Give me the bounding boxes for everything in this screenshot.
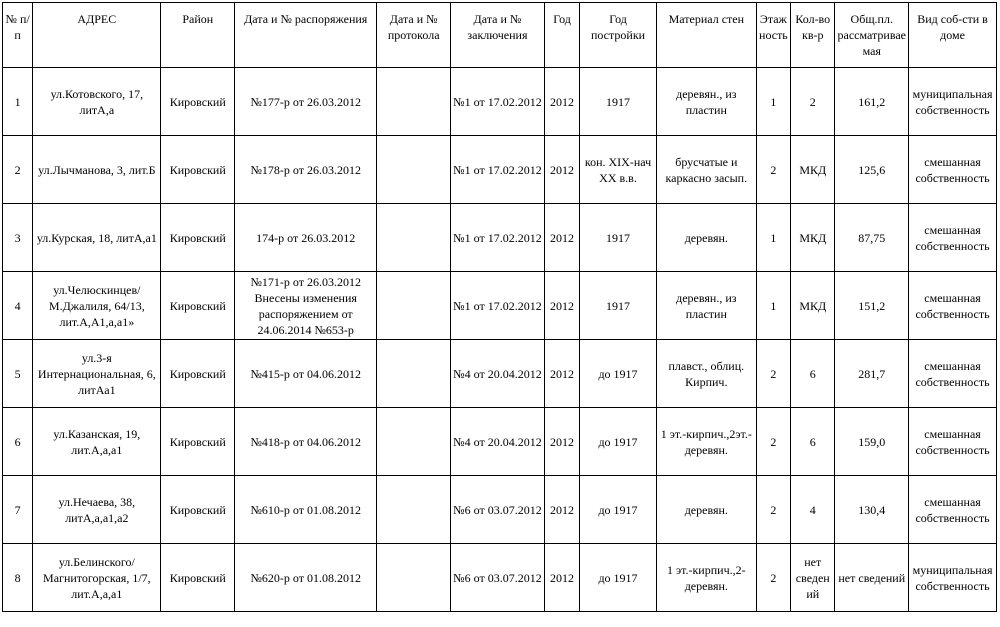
cell-built: до 1917 [580,340,657,408]
cell-district: Кировский [161,68,235,136]
cell-num: 1 [3,68,33,136]
cell-district: Кировский [161,340,235,408]
table-row [3,544,997,612]
cell-flats: 6 [791,408,835,476]
header-built: Год постройки [580,3,657,68]
cell-built: 1917 [580,204,657,272]
cell-address: ул.Курская, 18, литА,а1 [33,204,161,272]
cell-order: 174-р от 26.03.2012 [235,204,377,272]
cell-ownership: смешанная собственность [909,476,997,544]
cell-num: 4 [3,272,33,340]
cell-floors: 2 [756,340,790,408]
cell-protocol [377,204,451,272]
cell-address: ул.Челюскинцев/М.Джалиля, 64/13, лит.А,А1,а,а1» [33,272,161,340]
cell-num: 6 [3,408,33,476]
cell-walls: деревян. [656,204,756,272]
header-num: № п/п [3,3,33,68]
cell-walls: 1 эт.-кирпич.,2эт.-деревян. [656,408,756,476]
cell-district: Кировский [161,136,235,204]
cell-built: 1917 [580,68,657,136]
cell-floors: 2 [756,408,790,476]
cell-area: 159,0 [835,408,909,476]
table-row [3,204,997,272]
cell-year: 2012 [544,272,579,340]
cell-num: 3 [3,204,33,272]
cell-floors: 1 [756,272,790,340]
cell-flats: 6 [791,340,835,408]
header-ownership: Вид соб-сти в доме [909,3,997,68]
cell-area: 87,75 [835,204,909,272]
cell-order: №415-р от 04.06.2012 [235,340,377,408]
header-walls: Материал стен [656,3,756,68]
cell-walls: 1 эт.-кирпич.,2-деревян. [656,544,756,612]
cell-walls: плавст., облиц. Кирпич. [656,340,756,408]
cell-built: до 1917 [580,544,657,612]
cell-floors: 2 [756,544,790,612]
cell-district: Кировский [161,204,235,272]
cell-address: ул.Нечаева, 38, литА,а,а1,а2 [33,476,161,544]
cell-num: 2 [3,136,33,204]
cell-protocol [377,272,451,340]
cell-area: 125,6 [835,136,909,204]
cell-year: 2012 [544,544,579,612]
cell-conclusion: №6 от 03.07.2012 [451,544,545,612]
cell-area: 130,4 [835,476,909,544]
cell-order: №171-р от 26.03.2012 Внесены изменения распоряжением от 24.06.2014 №653-р [235,272,377,340]
cell-address: ул.Лычманова, 3, лит.Б [33,136,161,204]
header-address: АДРЕС [33,3,161,68]
cell-flats: нет сведений [791,544,835,612]
cell-built: до 1917 [580,408,657,476]
cell-year: 2012 [544,136,579,204]
cell-walls: брусчатые и каркасно засып. [656,136,756,204]
header-area: Общ.пл. рассматриваемая [835,3,909,68]
table-row [3,408,997,476]
cell-walls: деревян. [656,476,756,544]
cell-conclusion: №6 от 03.07.2012 [451,476,545,544]
cell-conclusion: №1 от 17.02.2012 [451,68,545,136]
cell-protocol [377,476,451,544]
cell-ownership: муниципальная собственность [909,544,997,612]
cell-ownership: смешанная собственность [909,136,997,204]
cell-protocol [377,340,451,408]
cell-year: 2012 [544,68,579,136]
cell-order: №177-р от 26.03.2012 [235,68,377,136]
cell-built: до 1917 [580,476,657,544]
header-year: Год [544,3,579,68]
cell-ownership: смешанная собственность [909,408,997,476]
table-row [3,476,997,544]
cell-num: 5 [3,340,33,408]
cell-district: Кировский [161,272,235,340]
cell-district: Кировский [161,544,235,612]
header-conclusion: Дата и № заключения [451,3,545,68]
header-flats: Кол-во кв-р [791,3,835,68]
cell-district: Кировский [161,476,235,544]
cell-year: 2012 [544,476,579,544]
cell-area: 161,2 [835,68,909,136]
cell-floors: 1 [756,68,790,136]
cell-area: 151,2 [835,272,909,340]
cell-protocol [377,68,451,136]
header-order: Дата и № распоряжения [235,3,377,68]
cell-flats: МКД [791,204,835,272]
cell-walls: деревян., из пластин [656,68,756,136]
cell-order: №610-р от 01.08.2012 [235,476,377,544]
cell-order: №178-р от 26.03.2012 [235,136,377,204]
cell-ownership: смешанная собственность [909,272,997,340]
cell-area: нет сведений [835,544,909,612]
cell-year: 2012 [544,340,579,408]
cell-conclusion: №1 от 17.02.2012 [451,136,545,204]
cell-address: ул.Казанская, 19, лит.А,а,а1 [33,408,161,476]
cell-flats: 4 [791,476,835,544]
table-row [3,136,997,204]
cell-ownership: смешанная собственность [909,204,997,272]
cell-built: кон. XIX-нач XX в.в. [580,136,657,204]
cell-flats: МКД [791,136,835,204]
cell-flats: МКД [791,272,835,340]
cell-year: 2012 [544,408,579,476]
header-row [3,3,997,68]
header-district: Район [161,3,235,68]
cell-ownership: муниципальная собственность [909,68,997,136]
cell-conclusion: №4 от 20.04.2012 [451,340,545,408]
table-row [3,68,997,136]
cell-num: 8 [3,544,33,612]
cell-walls: деревян., из пластин [656,272,756,340]
cell-ownership: смешанная собственность [909,340,997,408]
cell-address: ул.3-я Интернациональная, 6, литАа1 [33,340,161,408]
cell-protocol [377,408,451,476]
cell-flats: 2 [791,68,835,136]
cell-address: ул.Котовского, 17, литА,а [33,68,161,136]
cell-floors: 1 [756,204,790,272]
header-protocol: Дата и № протокола [377,3,451,68]
cell-year: 2012 [544,204,579,272]
cell-conclusion: №4 от 20.04.2012 [451,408,545,476]
cell-floors: 2 [756,136,790,204]
cell-floors: 2 [756,476,790,544]
cell-conclusion: №1 от 17.02.2012 [451,272,545,340]
cell-num: 7 [3,476,33,544]
cell-order: №620-р от 01.08.2012 [235,544,377,612]
cell-protocol [377,544,451,612]
header-floors: Этажность [756,3,790,68]
cell-order: №418-р от 04.06.2012 [235,408,377,476]
cell-district: Кировский [161,408,235,476]
table-row [3,340,997,408]
cell-built: 1917 [580,272,657,340]
cell-address: ул.Белинского/Магнитогорская, 1/7, лит.А,а,а1 [33,544,161,612]
cell-area: 281,7 [835,340,909,408]
housing-table [2,2,997,612]
table-row [3,272,997,340]
cell-protocol [377,136,451,204]
cell-conclusion: №1 от 17.02.2012 [451,204,545,272]
